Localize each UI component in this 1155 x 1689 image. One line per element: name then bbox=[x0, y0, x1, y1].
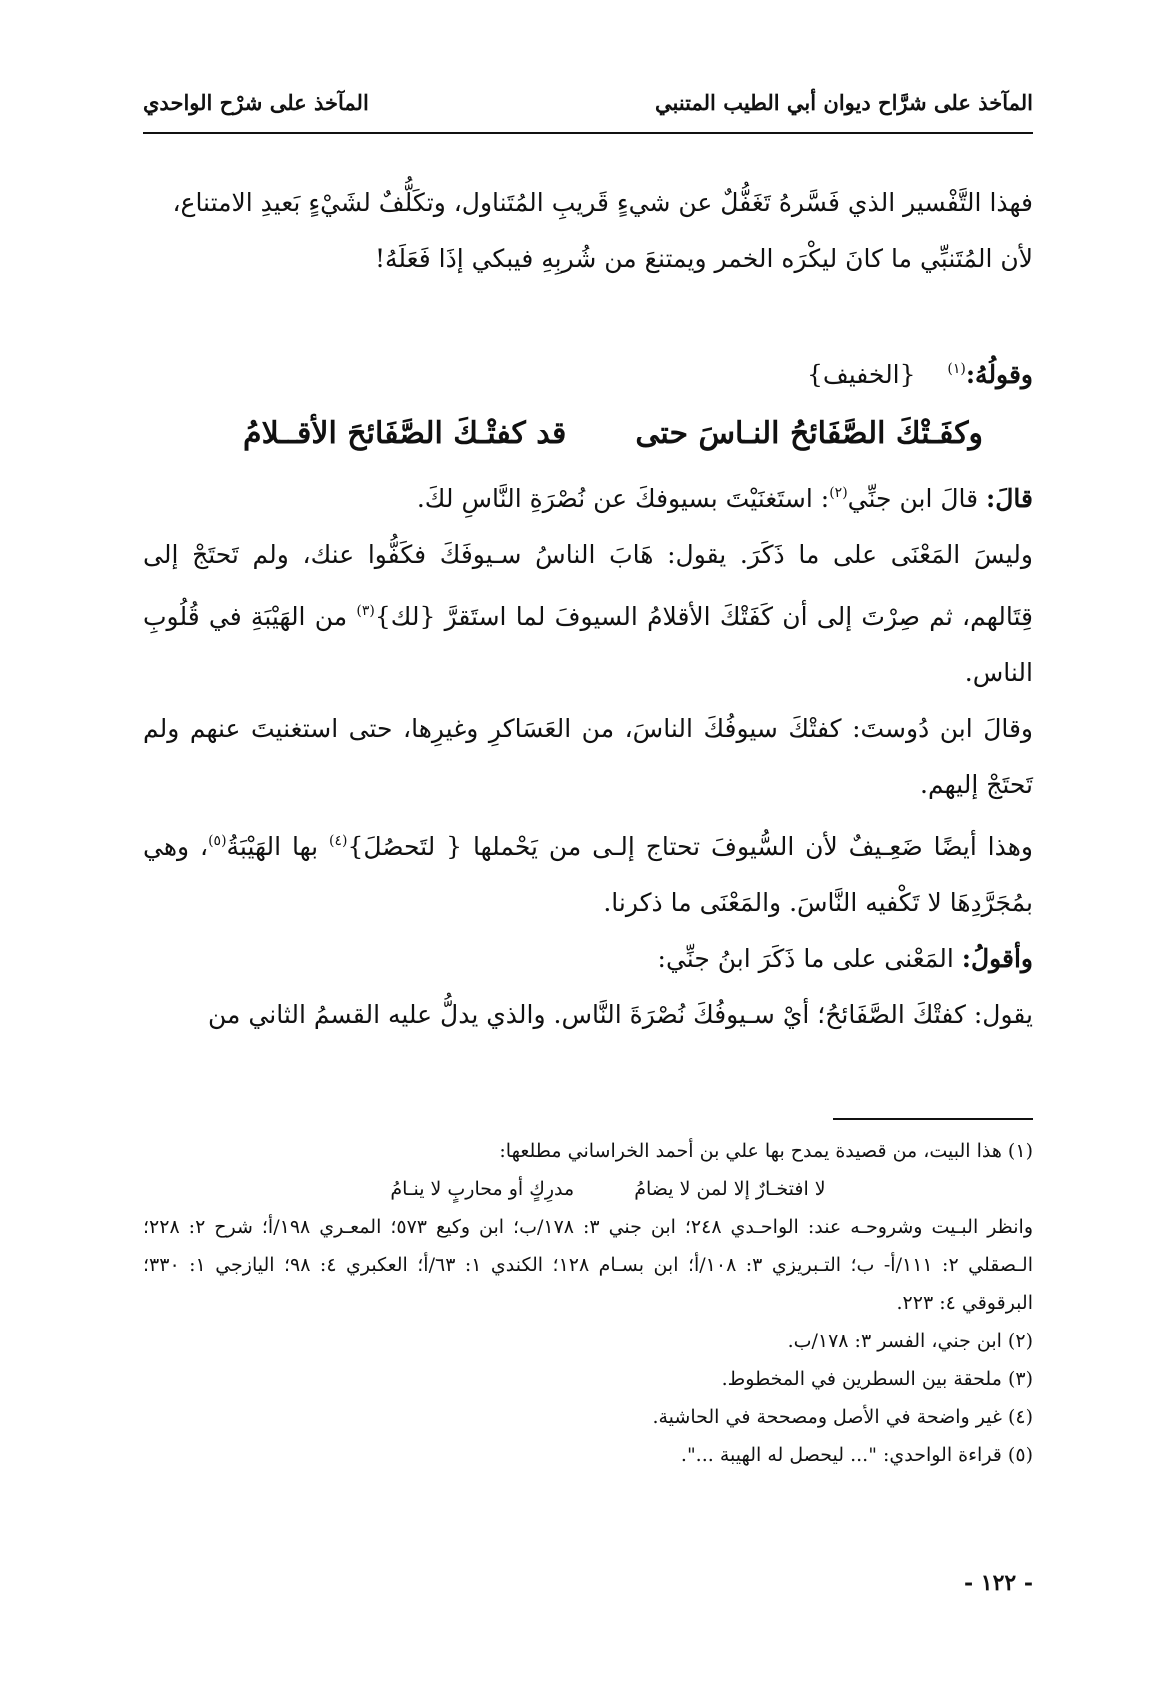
footnote-1-verse-second: مدرِكٍ أو محاربٍ لا ينـامُ bbox=[390, 1178, 575, 1200]
footnote-5: (٥) قراءة الواحدي: "... ليحصل له الهيبة ...". bbox=[680, 1444, 1033, 1466]
footnote-mark-3: (٣) bbox=[356, 603, 375, 619]
footnotes bbox=[143, 1132, 1033, 1474]
footnote-3: (٣) ملحقة بين السطرين في المخطوط. bbox=[721, 1368, 1033, 1390]
critique-part-2: من الهَيْبَةِ في قُلُوبِ الناس. bbox=[143, 602, 1033, 687]
critique-paragraph bbox=[143, 527, 1033, 701]
footnote-2: (٢) ابن جني، الفسر ٣: ١٧٨/ب. bbox=[787, 1330, 1033, 1352]
running-header-section-title: المآخذ على شرْح الواحدي bbox=[143, 90, 369, 115]
paragraph-gap bbox=[143, 287, 1033, 341]
footnote-mark-1: (١) bbox=[947, 361, 966, 377]
critique-part-1: وليسَ المَعْنَى على ما ذَكَرَ. يقول: هَابَ الناسُ سـيوفَكَ فكَفُّوا عنك، ولم تَحتَجْ إلى قِتَالهم، ثم صِرْتَ إلى أن كَفَتْكَ الأقلامُ السيوفَ لما استَقرَّ {لك} bbox=[143, 540, 1033, 631]
footnote-4: (٤) غير واضحة في الأصل ومصححة في الحاشية. bbox=[652, 1406, 1033, 1428]
page-number: - ١٢٢ - bbox=[963, 1570, 1033, 1596]
footnote-mark-4: (٤) bbox=[329, 833, 348, 849]
ibn-jinni-paragraph bbox=[143, 465, 1033, 527]
poem-verse bbox=[243, 403, 983, 465]
footnote-mark-5: (٥) bbox=[208, 833, 227, 849]
intro-line-1: فهذا التَّفْسير الذي فَسَّرهُ تَغَفُّلٌ عن شيءٍ قَريبِ المُتَناول، وتكَلُّفٌ لشَيْءٍ بَعيدِ الامتناع، bbox=[172, 188, 1033, 217]
author-opinion-label: وأقولُ: bbox=[961, 944, 1033, 973]
weak-opinion-part-2: بها الهَيْبَةُ bbox=[226, 832, 329, 861]
footnote-1-verse bbox=[143, 1170, 1033, 1208]
weak-opinion-paragraph bbox=[143, 813, 1033, 931]
ibn-jinni-rest: : استَغنَيْتَ بسيوفكَ عن نُصْرَةِ النَّاسِ لكَ. bbox=[416, 484, 830, 513]
main-text bbox=[143, 175, 1033, 1043]
verse-intro bbox=[143, 341, 1033, 403]
ibn-dust-paragraph: وقالَ ابن دُوستَ: كفتْكَ سيوفُكَ الناسَ، من العَسَاكرِ وغيرِها، حتى استغنيتَ عنهم ولم تَحتَجْ إليهم. bbox=[143, 714, 1033, 799]
verse-first-hemistich: وكفَـتْكَ الصَّفَائحُ النـاسَ حتى bbox=[635, 416, 983, 451]
footnote-rule bbox=[833, 1118, 1033, 1120]
ibn-jinni-text: قالَ ابن جنِّي bbox=[847, 484, 979, 513]
header-rule bbox=[143, 132, 1033, 134]
footnote-1-intro: (١) هذا البيت، من قصيدة يمدح بها علي بن أحمد الخراساني مطلعها: bbox=[499, 1140, 1033, 1162]
weak-opinion-part-1: وهذا أيضًا ضَعِـيفٌ لأن السُّيوفَ تحتاج إلـى من يَحْملها { لتَحصُلَ} bbox=[347, 832, 1034, 861]
author-opinion-text: المَعْنى على ما ذَكَرَ ابنُ جنِّي: bbox=[657, 944, 962, 973]
weak-opinion-part-3: ، وهي بمُجَرَّدِهَا لا تَكْفيه النَّاسَ. والمَعْنَى ما ذكرنا. bbox=[143, 832, 1033, 917]
verse-intro-word: وقولُهُ: bbox=[965, 360, 1033, 389]
footnote-mark-2: (٢) bbox=[829, 485, 848, 501]
running-header-book-title: المآخذ على شرَّاح ديوان أبي الطيب المتنبي bbox=[655, 90, 1033, 115]
footnote-1-sources: وانظر البـيت وشروحـه عند: الواحـدي ٢٤٨؛ ابن جني ٣: ١٧٨/ب؛ ابن وكيع ٥٧٣؛ المعـري ١٩٨/أ؛ شرح ٢: ٢٢٨؛ الـصقلي ٢: ١١١/أ- ب؛ التـبريزي ٣: ١٠٨/أ؛ ابن بسـام ١٢٨؛ الكندي ١: ٦٣/أ؛ العكبري ٤: ٩٨؛ اليازجي ١: ٣٣٠؛ البرقوقي ٤: ٢٢٣. bbox=[143, 1216, 1034, 1314]
verse-meter: {الخفيف} bbox=[806, 360, 916, 389]
footnote-1-verse-first: لا افتخـارٌ إلا لمن لا يضامُ bbox=[634, 1178, 826, 1200]
explanation-paragraph: يقول: كفتْكَ الصَّفَائحُ؛ أيْ سـيوفُكَ نُصْرَةَ النَّاس. والذي يدلُّ عليه القسمُ الثاني من bbox=[208, 1000, 1033, 1029]
verse-second-hemistich: قد كفتْـكَ الصَّفَائحَ الأقــلامُ bbox=[243, 416, 567, 451]
running-header bbox=[143, 90, 1033, 130]
ibn-jinni-label: قالَ: bbox=[986, 484, 1033, 513]
author-opinion-paragraph bbox=[143, 931, 1033, 987]
intro-line-2: لأن المُتَنبِّي ما كانَ ليكْرَه الخمر ويمتنعَ من شُربِهِ فيبكي إذَا فَعَلَهُ! bbox=[374, 244, 1033, 273]
